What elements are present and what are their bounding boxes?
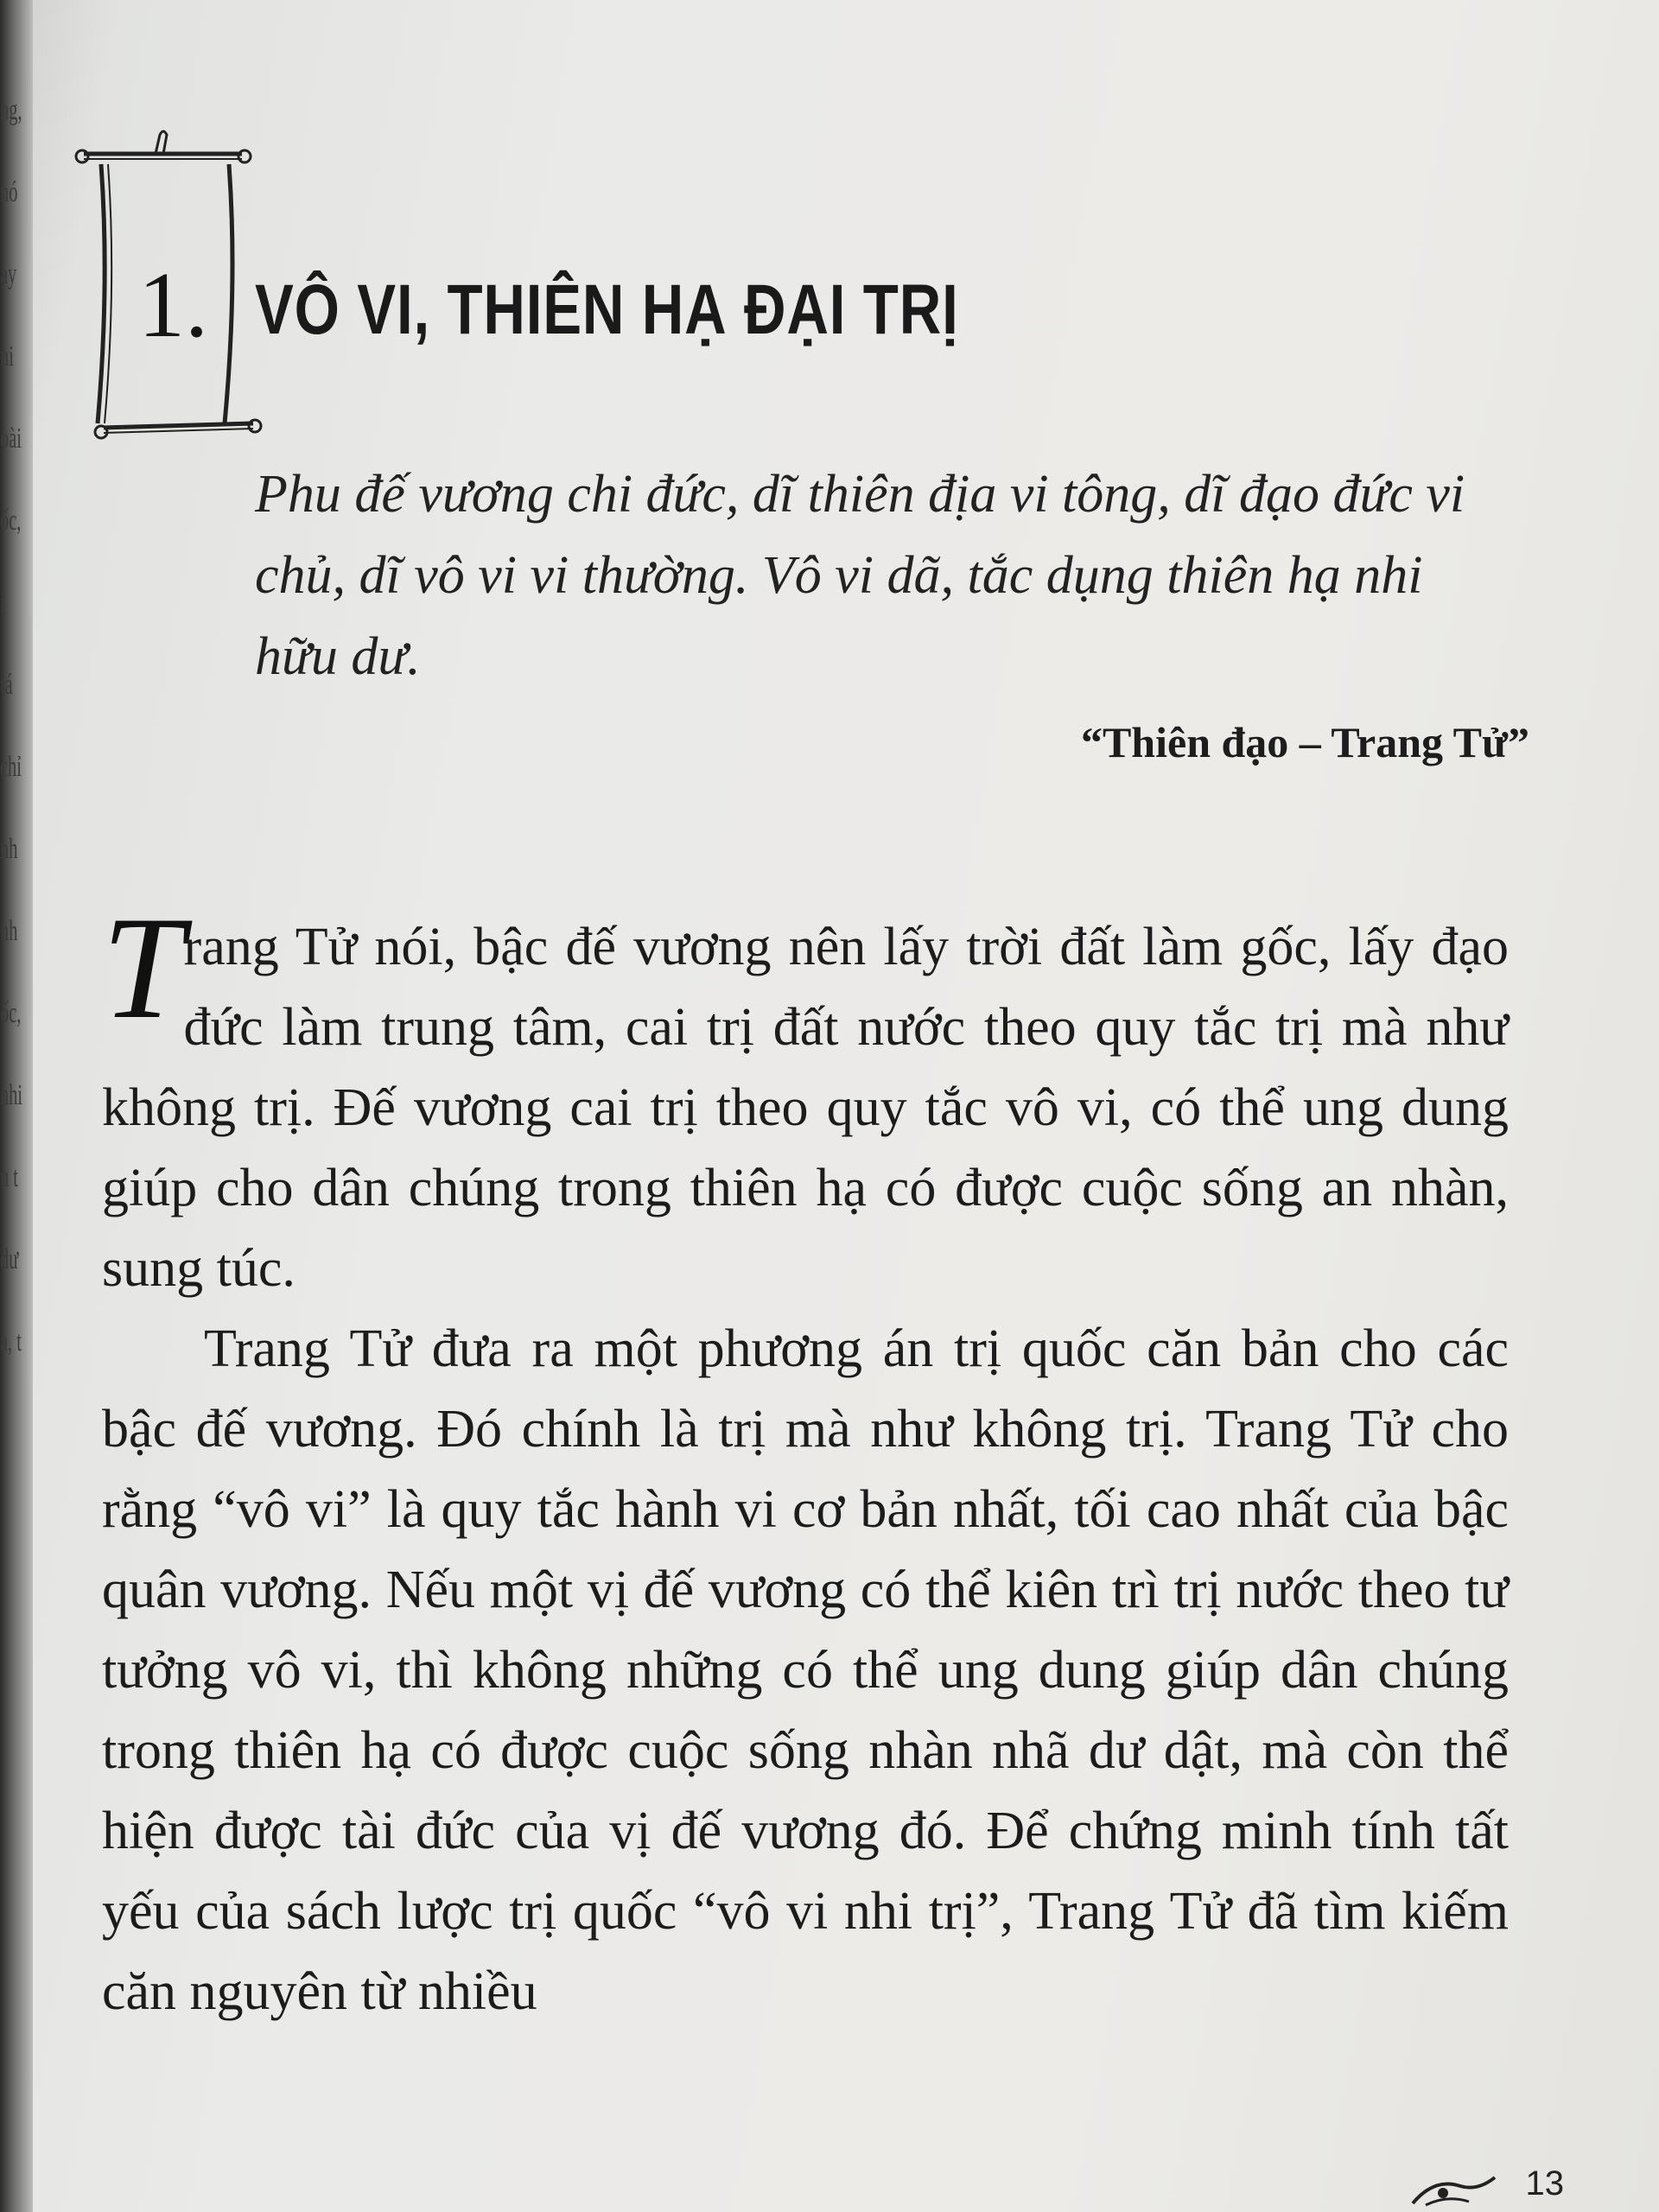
prev-page-fragment: a, t [0,1325,22,1357]
paragraph-1-text: rang Tử nói, bậc đế vương nên lấy trời đất làm gốc, lấy đạo đức làm trung tâm, cai trị đất nước theo quy tắc trị mà như không trị. Đế vương cai trị theo quy tắc vô vi, có thể ung dung giúp cho dân chúng trong thiên hạ có được cuộc sống an nhàn, sung túc. [102,918,1509,1298]
drop-cap: T [102,887,184,1049]
prev-page-fragment: nh [0,915,18,947]
prev-page-fragment: ay [0,258,17,290]
prev-page-fragment: ốc, [0,997,22,1029]
prev-page-fragment: i [0,587,5,619]
prev-page-fragment: u t [0,1161,18,1193]
prev-page-fragment: tá [0,669,13,701]
prev-page-fragment: ng, [0,94,22,126]
page-ornament-icon [1408,2160,1503,2212]
previous-page-edge [0,0,26,2212]
prev-page-fragment: chỉ [0,751,22,783]
paragraph-1 [102,887,1509,1309]
epigraph-source: “Thiên đạo – Trang Tử” [1080,718,1529,766]
prev-page-fragment: nó [0,176,18,208]
chapter-title: VÔ VI, THIÊN HẠ ĐẠI TRỊ [255,270,959,349]
chapter-number: 1. [138,254,208,357]
prev-page-fragment: nh [0,833,18,865]
paragraph-2: Trang Tử đưa ra một phương án trị quốc căn bản cho các bậc đế vương. Đó chính là trị mà như không trị. Trang Tử cho rằng “vô vi” là quy tắc hành vi cơ bản nhất, tối cao nhất của bậc quân vương. Nếu một vị đế vương có thể kiên trì trị nước theo tư tưởng vô vi, thì không những có thể ung dung giúp dân chúng trong thiên hạ có được cuộc sống nhàn nhã dư dật, mà còn thể hiện được tài đức của vị đế vương đó. Để chứng minh tính tất yếu của sách lược trị quốc “vô vi nhi trị”, Trang Tử đã tìm kiếm căn nguyên từ nhiều [102,1319,1509,2021]
prev-page-fragment: dư [0,1243,19,1275]
prev-page-fragment: nhi [0,1079,23,1111]
prev-page-fragment: ốc, [0,505,22,537]
prev-page-fragment: ni [0,340,14,372]
prev-page-fragment: oài [0,423,22,454]
page-number: 13 [1525,2164,1564,2202]
epigraph-quote: Phu đế vương chi đức, dĩ thiên địa vi tông, dĩ đạo đức vi chủ, dĩ vô vi vi thường. Vô vi dã, tắc dụng thiên hạ nhi hữu dư. [255,465,1465,686]
body-text [102,887,1509,2032]
